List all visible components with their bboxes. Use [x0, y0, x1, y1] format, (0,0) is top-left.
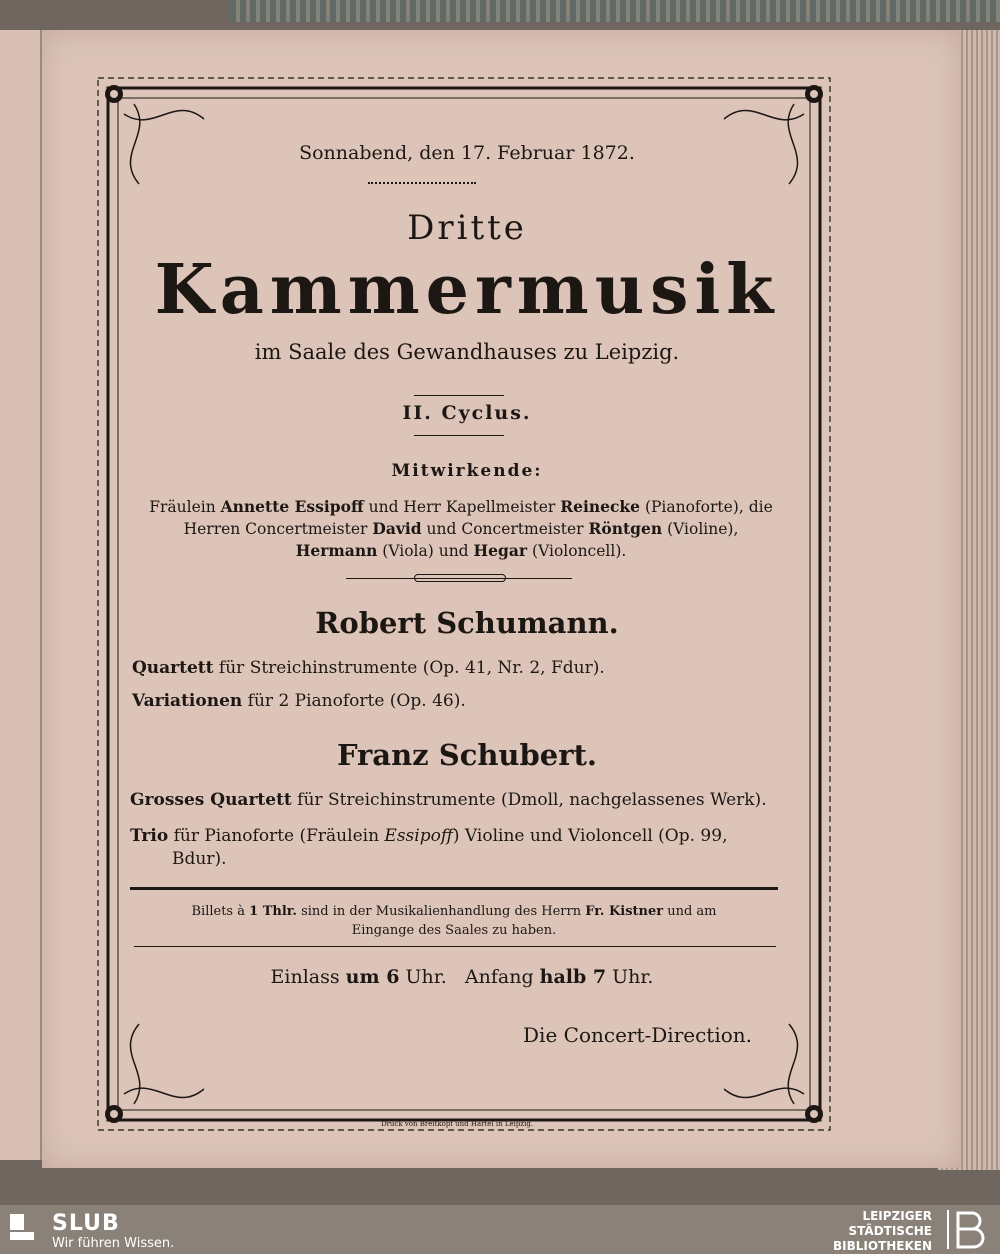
title-small: Dritte: [407, 208, 527, 248]
cycle-line: II. Cyclus.: [402, 402, 532, 424]
performers-line-3: Hermann (Viola) und Hegar (Violoncell).: [295, 541, 627, 560]
piece-variationen: Variationen für 2 Pianoforte (Op. 46).: [132, 691, 466, 711]
library-logo-icon: [946, 1208, 990, 1251]
left-page-edge: [0, 30, 42, 1160]
book-top-edge: [230, 0, 1000, 22]
performers-line-1: Fräulein Annette Essipoff und Herr Kapellmeister Reinecke (Pianoforte), die: [149, 497, 773, 516]
cycle-rule-top: [414, 395, 504, 396]
printer-imprint: Druck von Breitkopf und Härtel in Leipzig.: [380, 1120, 534, 1128]
tickets-text: [130, 902, 778, 940]
cycle-rule-bottom: [414, 435, 504, 436]
date-line: Sonnabend, den 17. Februar 1872.: [299, 142, 635, 164]
piece-grosses-quartett: Grosses Quartett für Streichinstrumente (Dmoll, nachgelassenes Werk).: [130, 790, 767, 810]
performers-text: [126, 496, 796, 562]
performers-heading: Mitwirkende:: [391, 461, 543, 481]
piece-trio: Trio für Pianoforte (Fräulein Essipoff) Violine und Violoncell (Op. 99, Bdur).: [130, 826, 728, 869]
performers-line-2: Herren Concertmeister David und Concertmeister Röntgen (Violine),: [183, 519, 739, 538]
tickets-rule-bottom: [134, 946, 776, 947]
section-divider-ornament: [414, 574, 506, 582]
times-line: Einlass um 6 Uhr. Anfang halb 7 Uhr.: [270, 966, 654, 988]
footer-bar: [0, 1205, 1000, 1254]
venue-line: im Saale des Gewandhauses zu Leipzig.: [254, 340, 680, 364]
slub-name: SLUB: [52, 1211, 120, 1236]
composer-schumann: Robert Schumann.: [315, 606, 619, 640]
ornament-divider: [368, 182, 476, 187]
tickets-rule-top: [130, 887, 778, 890]
signature: Die Concert-Direction.: [523, 1023, 752, 1047]
slub-tagline: Wir führen Wissen.: [52, 1236, 175, 1251]
concert-program-page: [42, 30, 960, 1168]
tickets-line-2: Eingange des Saales zu haben.: [351, 923, 557, 938]
title-large: Kammermusik: [154, 250, 780, 330]
library-name: LEIPZIGER STÄDTISCHE BIBLIOTHEKEN: [832, 1209, 932, 1253]
piece-quartett: Quartett für Streichinstrumente (Op. 41, Nr. 2, Fdur).: [132, 658, 605, 678]
tickets-line-1: Billets à 1 Thlr. sind in der Musikalienhandlung des Herrn Fr. Kistner und am: [191, 904, 717, 919]
slub-logo-icon: [10, 1214, 34, 1240]
composer-schubert: Franz Schubert.: [336, 738, 598, 772]
